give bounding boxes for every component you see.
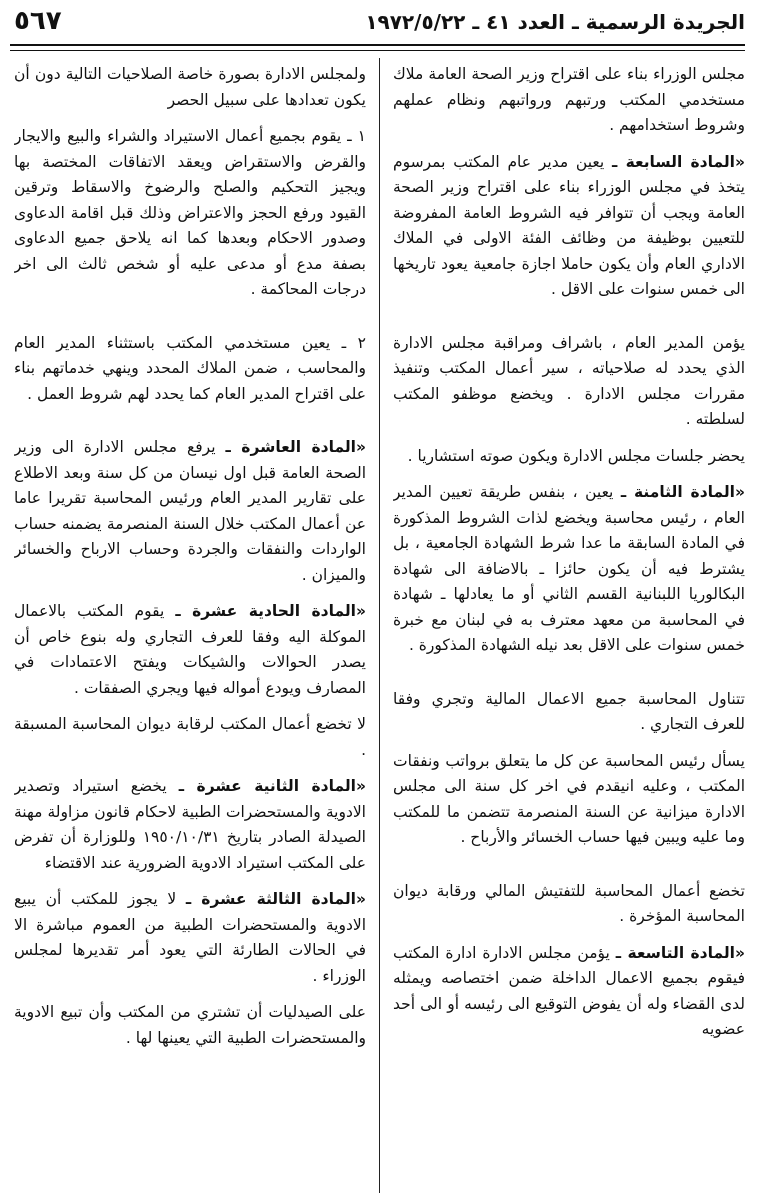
paragraph-text: يؤمن مجلس الادارة ادارة المكتب فيقوم بجميع الاعمال الداخلة ضمن اختصاصه ويمثله لدى القضاء وله أن يفوض التوقيع الى رئيسه أو الى أحد عضويه bbox=[393, 943, 745, 1038]
gazette-title: الجريدة الرسمية ـ العدد ٤١ ـ ١٩٧٢/٥/٢٢ bbox=[365, 10, 745, 34]
paragraph bbox=[393, 444, 745, 470]
article-heading: «المادة التاسعة ـ bbox=[615, 943, 745, 962]
left-column bbox=[14, 62, 366, 1196]
article-heading: «المادة السابعة ـ bbox=[612, 152, 745, 171]
paragraph-text: يقوم المكتب بالاعمال الموكلة اليه وفقا للعرف التجاري وله بنوع خاص أن يصدر الحوالات والشيكات ويفتح الاعتمادات في المصارف ويودع أمواله فيها ويجري الصفقات . bbox=[14, 602, 366, 697]
paragraph-text: لا تخضع أعمال المكتب لرقابة ديوان المحاسبة المسبقة . bbox=[14, 715, 366, 759]
paragraph bbox=[393, 62, 745, 139]
article-twelve bbox=[14, 774, 366, 876]
paragraph bbox=[393, 879, 745, 930]
article-eight bbox=[393, 480, 745, 659]
header-rule bbox=[10, 44, 745, 51]
paragraph-text: مجلس الوزراء بناء على اقتراح وزير الصحة العامة ملاك مستخدمي المكتب ورتبهم ورواتبهم ونظام عملهم وشروط استخدامهم . bbox=[393, 65, 745, 134]
column-divider bbox=[379, 58, 380, 1193]
paragraph-text: يرفع مجلس الادارة الى وزير الصحة العامة قبل اول نيسان من كل سنة وبعد الاطلاع على تقارير المدير العام ورئيس المحاسبة تقريرا عاما عن أعمال المكتب خلال السنة المنصرمة يضمنه حساب الواردات والنفقات والجردة وحساب الارباح والخسائر والميزان . bbox=[14, 438, 366, 584]
article-heading: «المادة الثانية عشرة ـ bbox=[178, 777, 366, 795]
paragraph-text: على الصيدليات أن تشتري من المكتب وأن تبيع الادوية والمستحضرات الطبية التي يعينها لها . bbox=[14, 1003, 366, 1047]
paragraph bbox=[393, 749, 745, 851]
article-heading: «المادة الثامنة ـ bbox=[620, 483, 745, 501]
paragraph-text: تخضع أعمال المحاسبة للتفتيش المالي ورقابة ديوان المحاسبة المؤخرة . bbox=[393, 881, 745, 925]
paragraph-text: ١ ـ يقوم بجميع أعمال الاستيراد والشراء والبيع والايجار والقرض والاستقراض ويعقد الاتفاقات المختصة بها ويجيز التحكيم والصلح والرضوخ والاسقاط وترقين القيود ورفع الحجز والاعتراض وذلك قبل اقامة الدعاوى وصدور الاحكام وبعدها كما انه يلاحق جميع الدعاوى بصفة مدع أو مدعى عليه أو شخص ثالث الى اخر درجات المحاكمة . bbox=[14, 127, 366, 298]
paragraph bbox=[393, 687, 745, 738]
article-heading: «المادة العاشرة ـ bbox=[225, 438, 366, 456]
article-seven bbox=[393, 150, 745, 303]
paragraph-text: ولمجلس الادارة بصورة خاصة الصلاحيات التالية دون أن يكون تعدادها على سبيل الحصر bbox=[14, 65, 366, 109]
article-heading: «المادة الحادية عشرة ـ bbox=[175, 602, 366, 620]
paragraph-text: ٢ ـ يعين مستخدمي المكتب باستثناء المدير العام والمحاسب ، ضمن الملاك المحدد وينهي خدماتهم بناء على اقتراح المدير العام كما يحدد لهم شروط العمل . bbox=[14, 333, 366, 403]
paragraph bbox=[14, 712, 366, 763]
article-thirteen bbox=[14, 887, 366, 989]
page-number: ٥٦٧ bbox=[14, 6, 62, 36]
paragraph bbox=[393, 331, 745, 433]
paragraph-text: تتناول المحاسبة جميع الاعمال المالية وتجري وفقا للعرف التجاري . bbox=[393, 689, 745, 733]
paragraph-text: يؤمن المدير العام ، باشراف ومراقبة مجلس الادارة الذي يحدد له صلاحياته ، سير أعمال المكتب وتنفيذ مقررات مجلس الادارة . ويخضع موظفو المكتب لسلطته . bbox=[393, 333, 745, 428]
clause-two bbox=[14, 331, 366, 408]
article-nine bbox=[393, 941, 745, 1043]
clause-one bbox=[14, 124, 366, 303]
page-header bbox=[14, 4, 745, 44]
paragraph-text: يخضع استيراد وتصدير الادوية والمستحضرات الطبية لاحكام قانون مزاولة مهنة الصيدلة الصادر بتاريخ ١٩٥٠/١٠/٣١ وللوزارة أن تفرض على المكتب استيراد الادوية الضرورية عند الاقتضاء bbox=[14, 777, 366, 872]
paragraph bbox=[14, 62, 366, 113]
paragraph-text: يعين ، بنفس طريقة تعيين المدير العام ، رئيس محاسبة ويخضع لذات الشروط المذكورة في المادة السابقة ما عدا شرط الشهادة الجامعية ، بل يشترط فيه أن يكون حائزا ـ بالاضافة الى شهادة البكالوريا اللبنانية القسم الثاني أو ما يعادلها ـ شهادة في المحاسبة من معهد معترف به في لبنان مع خبرة خمس سنوات على الاقل بعد نيله الشهادة المذكورة . bbox=[393, 483, 745, 654]
article-ten bbox=[14, 435, 366, 588]
article-eleven bbox=[14, 599, 366, 701]
paragraph-text: يعين مدير عام المكتب بمرسوم يتخذ في مجلس الوزراء بناء على اقتراح وزير الصحة العامة ويجب أن تتوافر فيه الشروط العامة المفروضة للتعيين بوظيفة من وظائف الفئة الاولى في الملاك الاداري العام وأن يكون حاملا اجازة جامعية يعود تاريخها الى خمس سنوات على الاقل . bbox=[393, 152, 745, 298]
article-heading: «المادة الثالثة عشرة ـ bbox=[185, 890, 366, 908]
paragraph-text: يحضر جلسات مجلس الادارة ويكون صوته استشاريا . bbox=[407, 446, 745, 465]
right-column bbox=[393, 62, 745, 1196]
paragraph-text: يسأل رئيس المحاسبة عن كل ما يتعلق برواتب ونفقات المكتب ، وعليه انيقدم في اخر كل سنة الى مجلس الادارة ميزانية عن السنة المنصرمة تتضمن ما للمكتب وما عليه ويبين فيها حساب الخسائر والأرباح . bbox=[393, 751, 745, 846]
paragraph-text: لا يجوز للمكتب أن يبيع الادوية والمستحضرات الطبية من العموم مباشرة الا في الحالات الطارئة التي يعود أمر تقديرها لمجلس الوزراء . bbox=[14, 890, 366, 985]
paragraph bbox=[14, 1000, 366, 1051]
